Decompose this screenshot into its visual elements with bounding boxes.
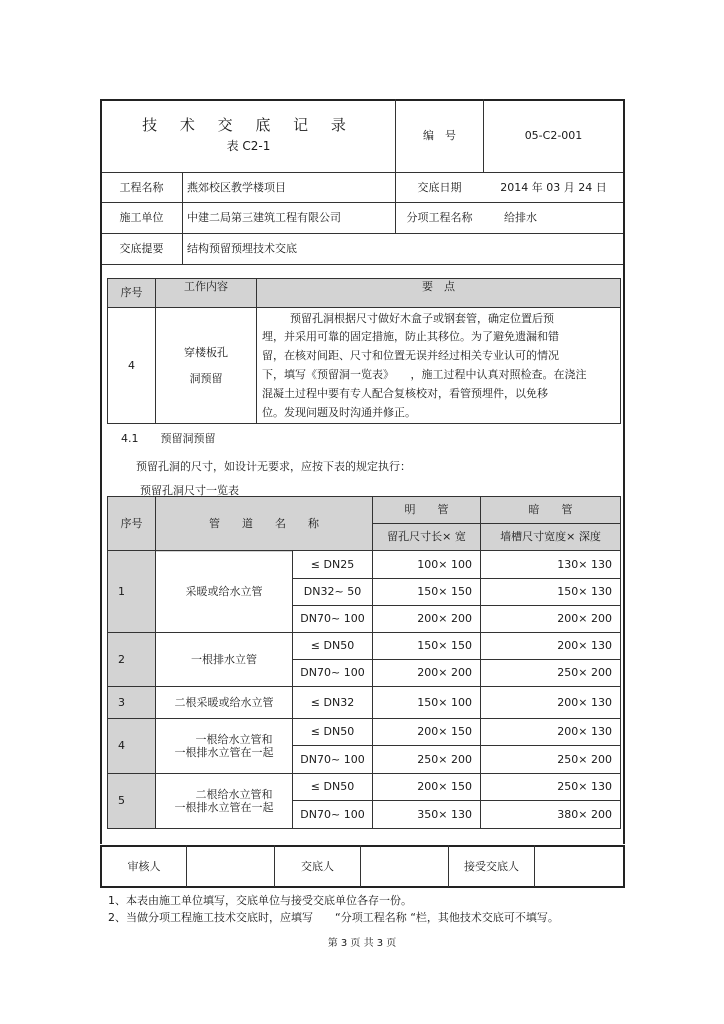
concealed-cell: 200× 200: [557, 612, 612, 626]
size-row-name-5-line1: 二根给水立管和: [195, 787, 273, 801]
content-col-work: 工作内容: [184, 280, 228, 294]
concealed-cell: 250× 200: [557, 752, 612, 766]
exposed-cell: 250× 200: [417, 752, 472, 766]
content-row-work: [156, 308, 256, 423]
size-col-pipe: 管 道 名 称: [209, 516, 319, 530]
content-col-no: 序号: [120, 286, 143, 300]
summary-value: 结构预留预埋技术交底: [187, 242, 297, 256]
note-1: 1、本表由施工单位填写，交底单位与接受交底单位各存一份。: [108, 894, 412, 907]
exposed-cell: 100× 100: [417, 557, 472, 571]
size-row-name-2: 一根排水立管: [191, 652, 257, 666]
exposed-cell: 200× 200: [417, 666, 472, 680]
number-label: 编 号: [423, 129, 456, 143]
size-col-no: 序号: [120, 516, 143, 530]
section-paragraph: 预留孔洞的尺寸，如设计无要求，应按下表的规定执行：: [136, 460, 411, 473]
concealed-cell: 380× 200: [557, 807, 612, 821]
unit-value: 中建二局第三建筑工程有限公司: [187, 211, 341, 225]
concealed-cell: 250× 200: [557, 666, 612, 680]
form-code: 表 C2-1: [226, 138, 271, 153]
size-row-name-5-line2: 一根排水立管在一起: [174, 801, 274, 814]
concealed-cell: 200× 130: [557, 725, 612, 739]
concealed-cell: 200× 130: [557, 695, 612, 709]
spec-cell: DN70~ 100: [300, 752, 365, 766]
number-value: 05-C2-001: [524, 129, 583, 143]
content-row-work-line1: 穿楼板孔: [184, 346, 228, 360]
project-value: 燕郊校区教学楼项目: [187, 180, 286, 194]
size-row-name-1: 采暖或给水立管: [185, 584, 263, 598]
exposed-cell: 150× 150: [417, 585, 472, 599]
points-line-2: 埋，并采用可靠的固定措施，防止其移位。为了避免遗漏和错: [262, 330, 559, 343]
size-sub-concealed: 墙槽尺寸宽度× 深度: [500, 530, 601, 544]
spec-cell: DN32~ 50: [303, 585, 362, 599]
content-col-points: 要 点: [422, 280, 455, 294]
page-number: 第 3 页 共 3 页: [327, 938, 397, 949]
discloser-label: 交底人: [301, 859, 334, 873]
points-line-6: 位。发现问题及时沟通并修正。: [262, 406, 416, 419]
spec-cell: DN70~ 100: [300, 666, 365, 680]
concealed-cell: 250× 130: [557, 780, 612, 794]
sub-value: 给排水: [504, 211, 537, 225]
unit-label: 施工单位: [119, 211, 164, 225]
size-row-no-4: 4: [118, 739, 125, 753]
size-row-name-5: [156, 774, 292, 828]
size-row-name-4: [156, 719, 292, 773]
size-row-no-2: 2: [118, 652, 125, 666]
spec-cell: DN70~ 100: [300, 807, 365, 821]
size-col-concealed: 暗 管: [528, 503, 573, 517]
points-line-3: 留，在核对间距、尺寸和位置无误并经过相关专业认可的情况: [262, 349, 559, 362]
summary-label: 交底提要: [119, 242, 164, 256]
project-label: 工程名称: [119, 180, 164, 194]
size-sub-exposed: 留孔尺寸长× 宽: [387, 530, 466, 544]
size-row-no-5: 5: [118, 794, 125, 808]
date-value: 2014 年 03 月 24 日: [500, 180, 607, 194]
note-2: 2、当做分项工程施工技术交底时，应填写 “分项工程名称 “栏，其他技术交底可不填写。: [108, 911, 559, 924]
size-col-exposed: 明 管: [404, 503, 449, 517]
points-line-1: 预留孔洞根据尺寸做好木盒子或钢套管，确定位置后预: [290, 312, 554, 325]
concealed-cell: 200× 130: [557, 639, 612, 653]
spec-cell: DN70~ 100: [300, 612, 365, 626]
exposed-cell: 200× 200: [417, 612, 472, 626]
exposed-cell: 200× 150: [417, 725, 472, 739]
spec-cell: ≤ DN32: [310, 695, 355, 709]
date-label: 交底日期: [417, 180, 462, 194]
points-line-4: 下，填写《预留洞一览表》 ，施工过程中认真对照检查。在浇注: [262, 368, 587, 381]
size-row-name-4-line1: 一根给水立管和: [195, 732, 273, 746]
receiver-label: 接受交底人: [464, 859, 519, 873]
content-row-no: 4: [128, 358, 135, 372]
points-line-5: 混凝土过程中要有专人配合复核校对，看管预埋件，以免移: [262, 387, 548, 400]
spec-cell: ≤ DN50: [310, 780, 355, 794]
spec-cell: ≤ DN50: [310, 725, 355, 739]
exposed-cell: 350× 130: [417, 807, 472, 821]
size-row-name-3: 二根采暖或给水立管: [174, 695, 274, 709]
concealed-cell: 150× 130: [557, 585, 612, 599]
exposed-cell: 150× 100: [417, 695, 472, 709]
reviewer-label: 审核人: [127, 859, 161, 873]
size-row-name-4-line2: 一根排水立管在一起: [174, 746, 274, 759]
exposed-cell: 200× 150: [417, 780, 472, 794]
sub-label: 分项工程名称: [406, 211, 473, 225]
size-row-no-3: 3: [118, 695, 125, 709]
section-heading: 4.1 预留洞预留: [121, 432, 216, 445]
exposed-cell: 150× 150: [417, 639, 472, 653]
document-title: 技 术 交 底 记 录: [142, 116, 355, 134]
concealed-cell: 130× 130: [557, 557, 612, 571]
spec-cell: ≤ DN50: [310, 639, 355, 653]
content-row-work-line2: 洞预留: [189, 371, 223, 385]
size-table-caption: 预留孔洞尺寸一览表: [140, 484, 239, 497]
spec-cell: ≤ DN25: [310, 557, 355, 571]
size-row-no-1: 1: [118, 584, 125, 598]
